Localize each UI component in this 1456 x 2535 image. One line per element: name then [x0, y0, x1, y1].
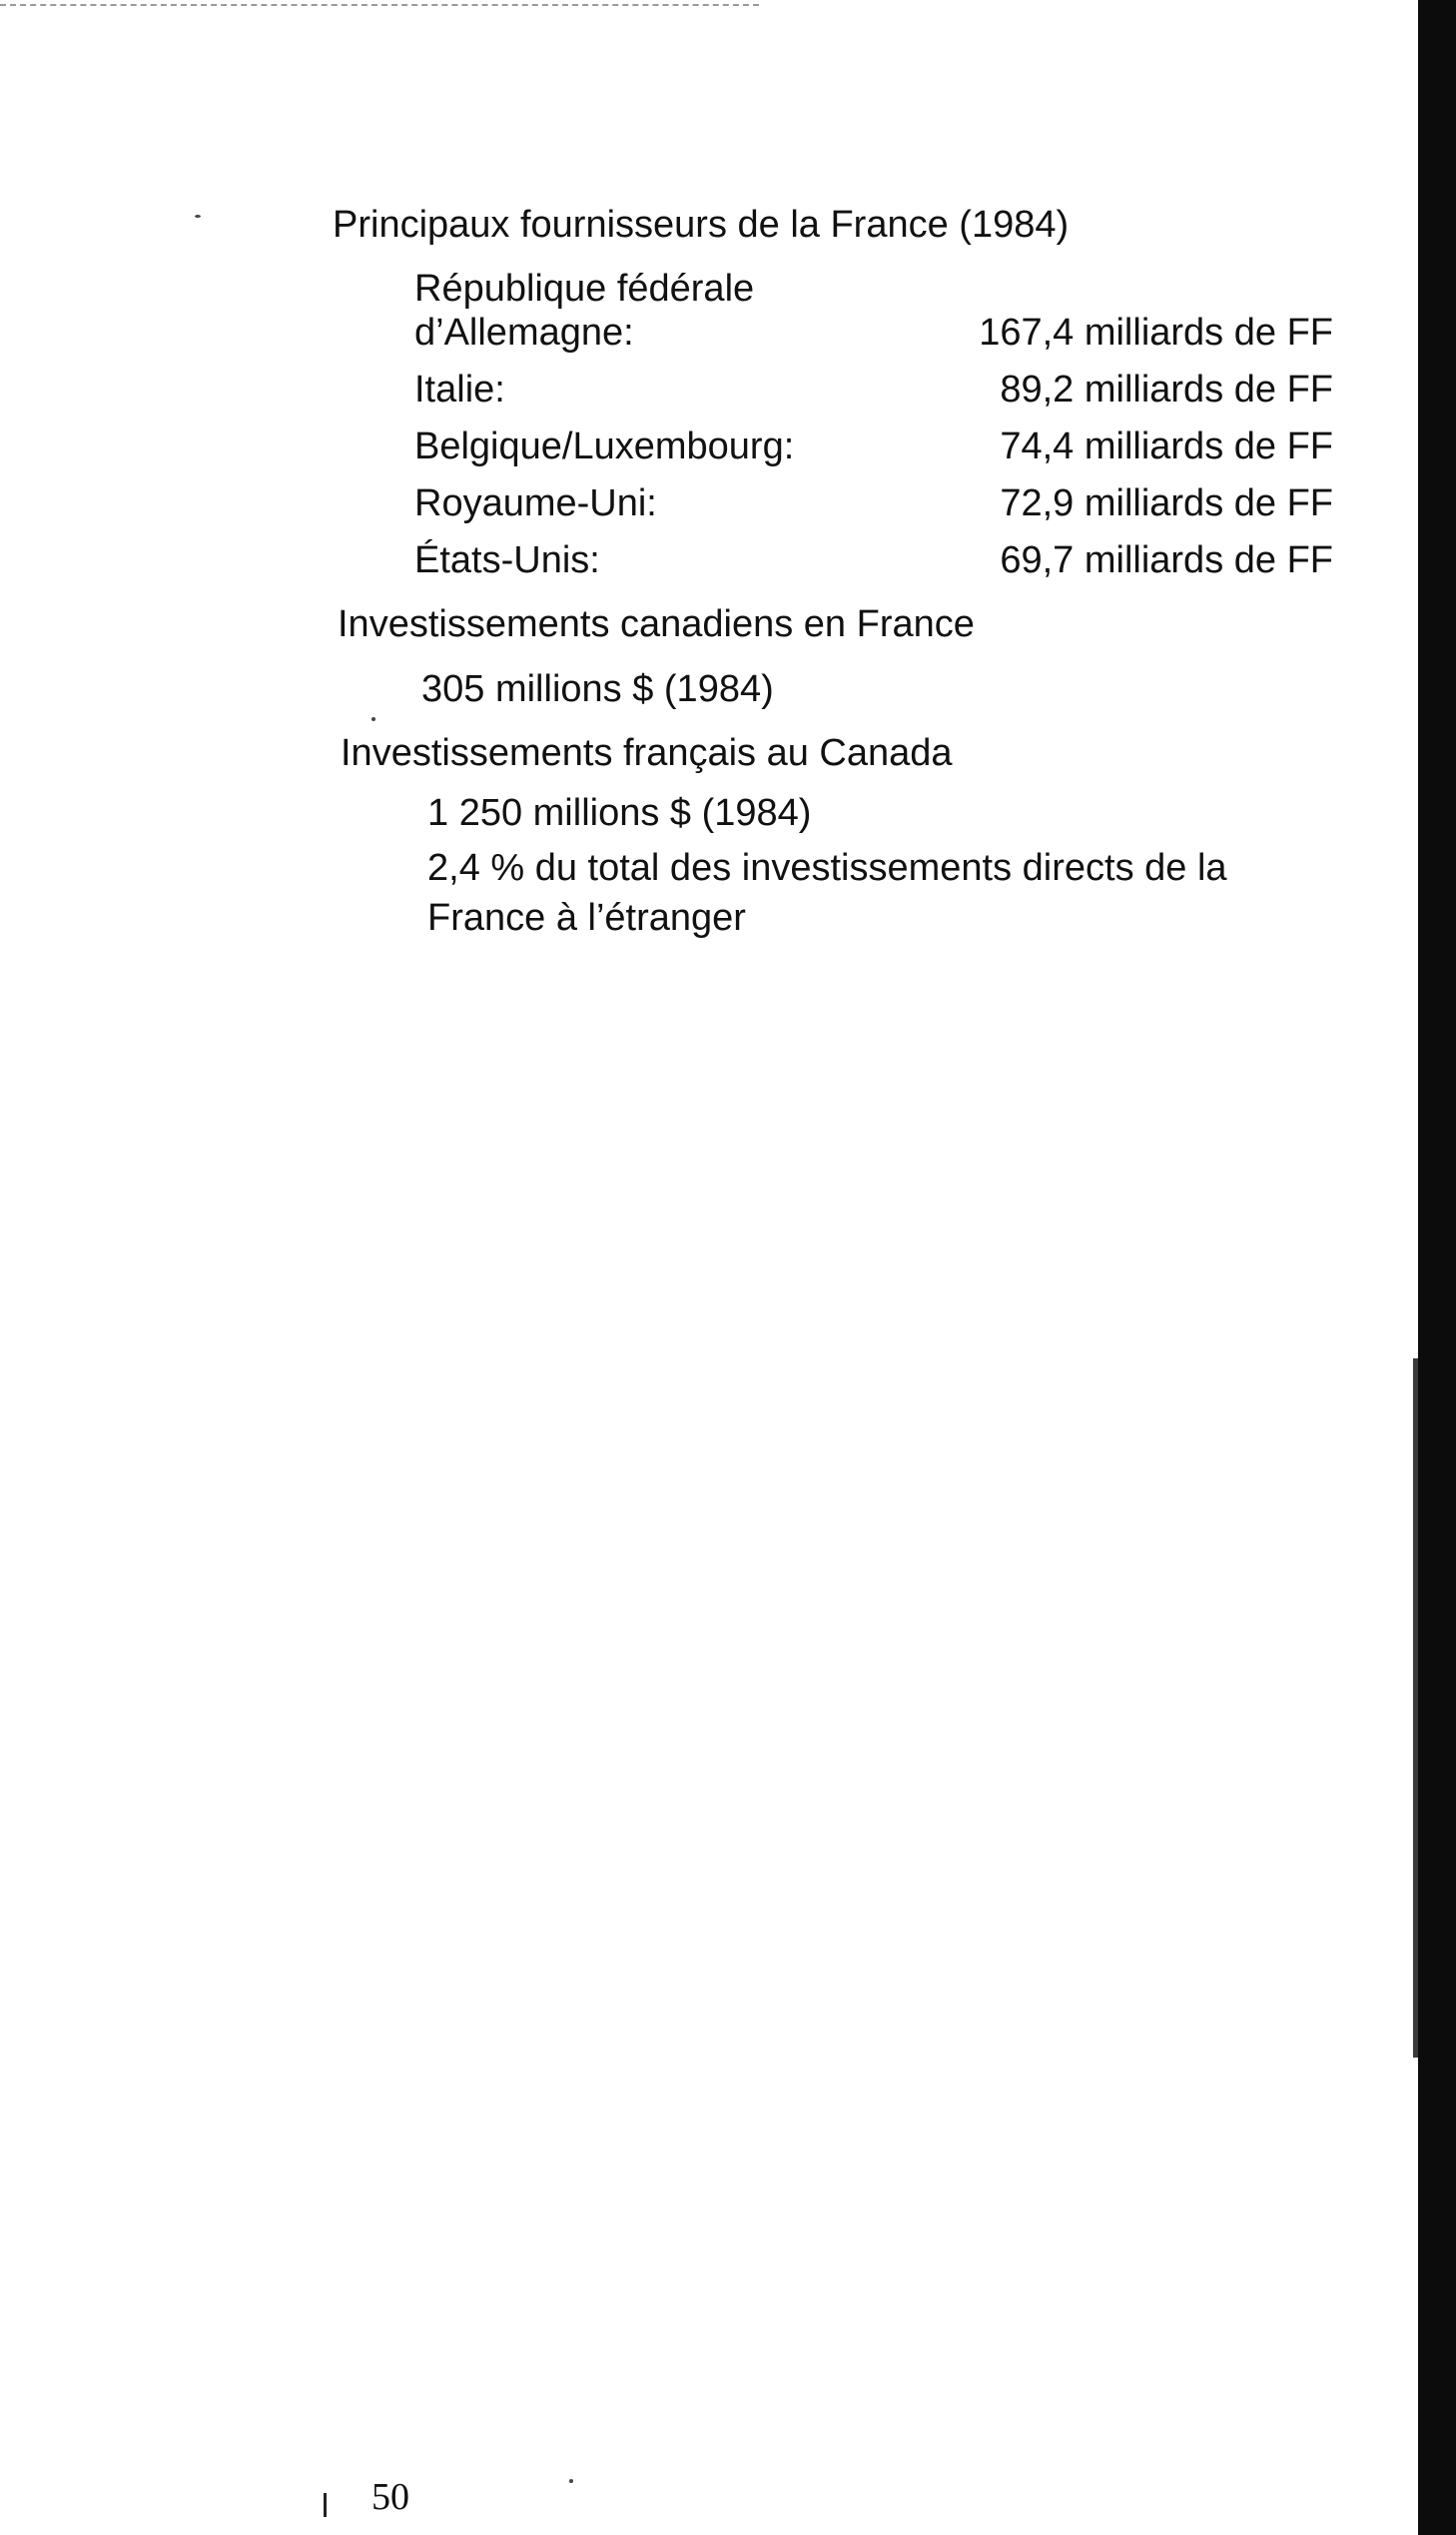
suppliers-list [414, 265, 1333, 582]
supplier-country: République fédérale d’Allemagne: [414, 268, 755, 354]
supplier-value: 167,4 milliards de FF [979, 312, 1333, 354]
supplier-row [414, 355, 1333, 412]
page-margin-mark [324, 2493, 327, 2517]
supplier-value: 72,9 milliards de FF [1000, 482, 1333, 524]
supplier-value: 74,4 milliards de FF [1000, 425, 1333, 467]
supplier-row [414, 265, 1333, 355]
french-investments-share: 2,4 % du total des investissements directs de la France à l’étranger [427, 847, 1227, 939]
canadian-investments-amount: 305 millions $ (1984) [421, 668, 774, 710]
scan-binding-shadow [1418, 0, 1456, 2535]
supplier-country: Italie: [414, 369, 505, 411]
supplier-value: 89,2 milliards de FF [1000, 369, 1333, 411]
french-investments-heading: Investissements français au Canada [341, 732, 953, 774]
supplier-country: États-Unis: [414, 539, 600, 581]
supplier-row [414, 468, 1333, 525]
supplier-row [414, 412, 1333, 468]
supplier-country: Royaume-Uni: [414, 482, 657, 524]
supplier-row [414, 525, 1333, 582]
suppliers-heading: Principaux fournisseurs de la France (1984) [333, 204, 1070, 246]
supplier-value: 69,7 milliards de FF [1000, 539, 1333, 581]
french-investments-amount: 1 250 millions $ (1984) [427, 792, 812, 834]
page-number: 50 [371, 2476, 409, 2518]
supplier-country: Belgique/Luxembourg: [414, 425, 795, 467]
scan-binding-edge [1413, 1358, 1418, 2058]
canadian-investments-heading: Investissements canadiens en France [338, 603, 975, 645]
